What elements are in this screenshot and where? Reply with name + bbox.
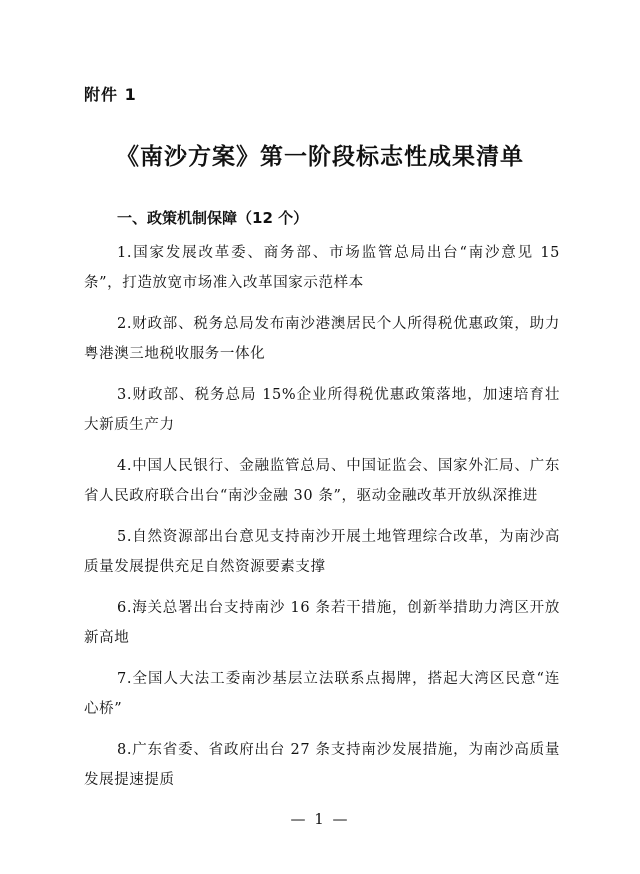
- document-title: 《南沙方案》第一阶段标志性成果清单: [116, 144, 524, 170]
- attachment-label: 附件 1: [84, 85, 137, 104]
- list-item: 4.中国人民银行、金融监管总局、中国证监会、国家外汇局、广东省人民政府联合出台“南沙金融 30 条”，驱动金融改革开放纵深推进: [84, 458, 560, 504]
- list-item: 6.海关总署出台支持南沙 16 条若干措施，创新举措助力湾区开放新高地: [84, 600, 560, 646]
- list-item: 5.自然资源部出台意见支持南沙开展土地管理综合改革，为南沙高质量发展提供充足自然资源要素支撑: [84, 529, 560, 575]
- achievement-list: [84, 238, 560, 806]
- list-item: 7.全国人大法工委南沙基层立法联系点揭牌，搭起大湾区民意“连心桥”: [84, 671, 560, 717]
- page-number: — 1 —: [290, 810, 350, 828]
- section-heading: 一、政策机制保障（12 个）: [117, 209, 309, 227]
- list-item: 3.财政部、税务总局 15%企业所得税优惠政策落地，加速培育壮大新质生产力: [84, 387, 560, 433]
- list-item: 2.财政部、税务总局发布南沙港澳居民个人所得税优惠政策，助力粤港澳三地税收服务一体化: [84, 316, 560, 362]
- list-item: 8.广东省委、省政府出台 27 条支持南沙发展措施，为南沙高质量发展提速提质: [84, 742, 560, 788]
- list-item: 1.国家发展改革委、商务部、市场监管总局出台“南沙意见 15 条”，打造放宽市场准入改革国家示范样本: [84, 245, 560, 291]
